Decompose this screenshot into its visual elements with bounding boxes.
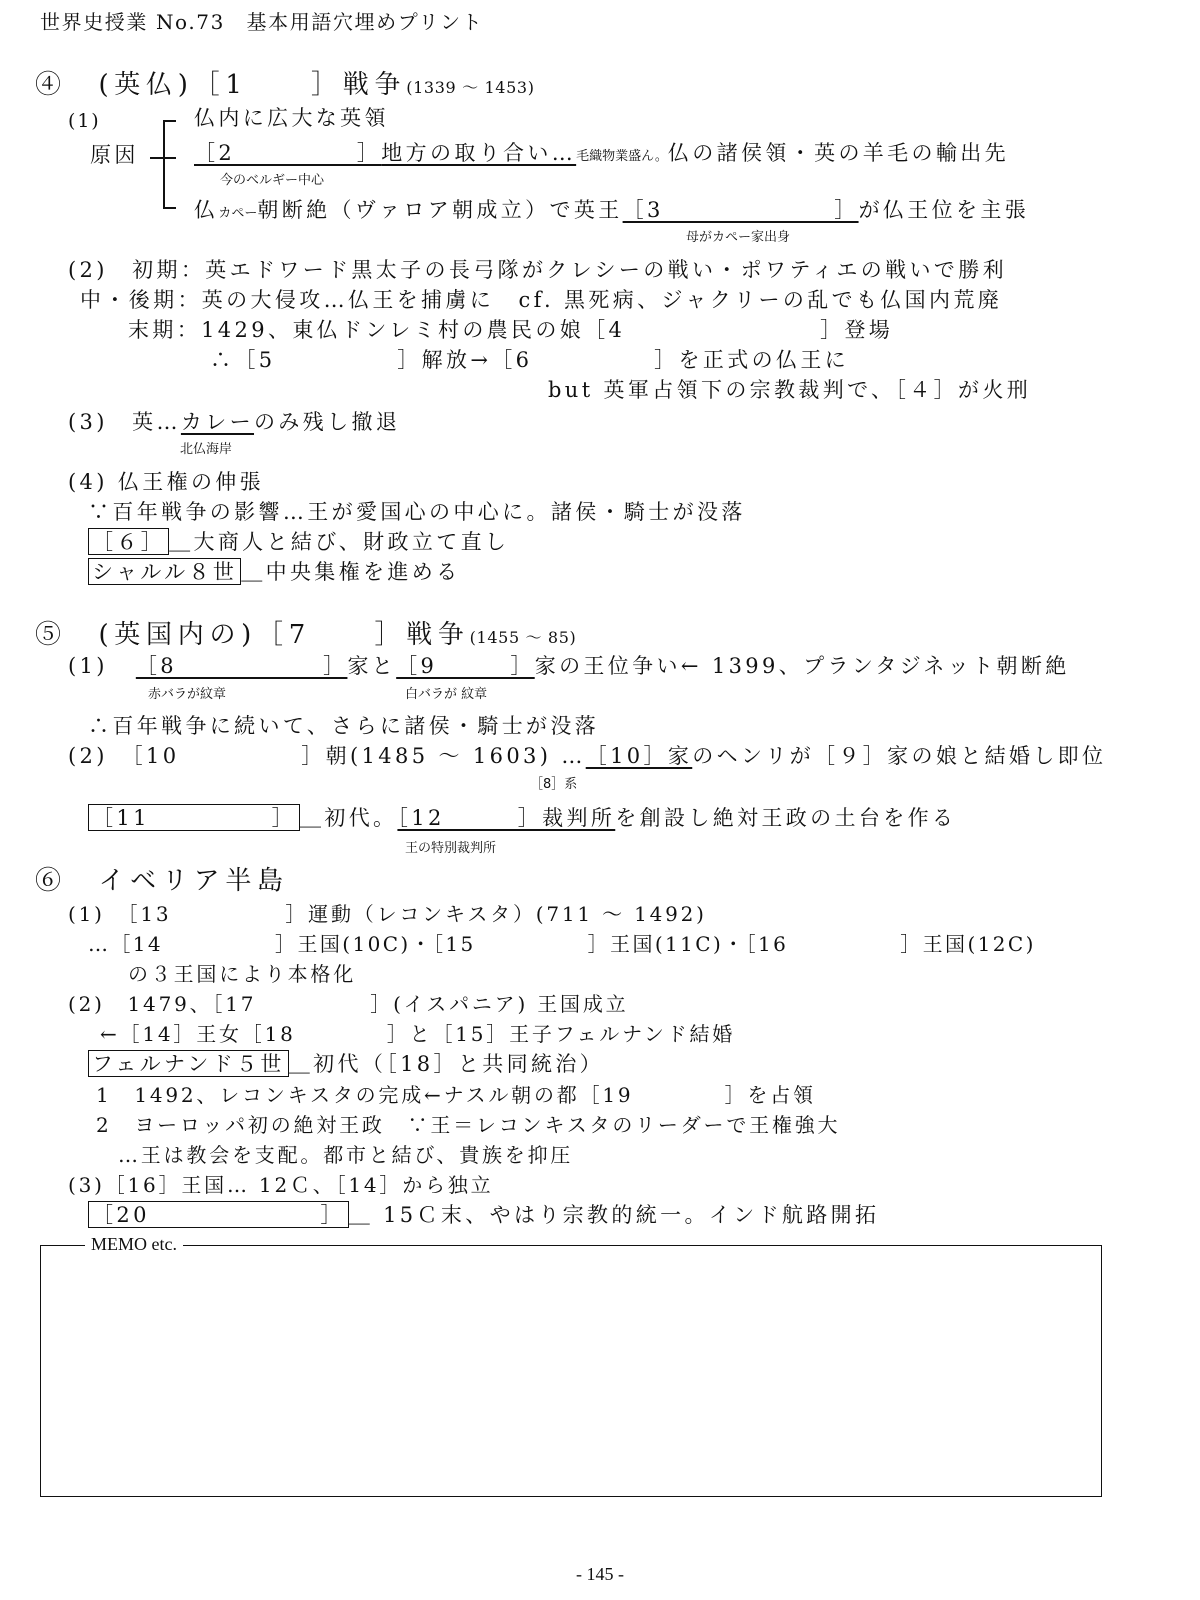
s4-cause-b-tail: 仏の諸侯領・英の羊毛の輸出先 (667, 141, 1009, 165)
s6-three-kingdoms-tail: の３王国により本格化 (128, 962, 356, 986)
section-5-heading (35, 622, 576, 648)
s5-red-rose-annotation: 赤バラが紋章 (148, 687, 227, 702)
s6-portugal: (3)［16］王国… 12Ｃ、［14］から独立 (68, 1173, 494, 1197)
cause-bracket-vertical (163, 120, 165, 208)
section-6-heading: ⑥ イベリア半島 (35, 866, 289, 896)
s5-founder-tail: を創設し絶対王政の土台を作る (615, 806, 957, 830)
page-title: 世界史授業 No.73 基本用語穴埋めプリント (40, 10, 484, 34)
s4-cause-b (194, 143, 1009, 164)
s5-houses-tail: 家の王位争い← 1399、プランタジネット朝断絶 (534, 654, 1070, 678)
s5-tudor-house: ［10］家 (585, 744, 693, 768)
s5-tudor-annotation: ［8］系 (530, 777, 578, 792)
s4-retreat-place: カレー (180, 410, 255, 434)
cause-bracket-bottom (163, 207, 176, 209)
section-4-years: (1339 ～ 1453) (406, 78, 535, 97)
s6-point-1: 1 1492、レコンキスタの完成←ナスル朝の都［19 ］を占領 (96, 1083, 816, 1107)
s5-white-rose-annotation: 白バラが 紋章 (405, 687, 488, 702)
s6-portugal-20-tail: ＿ 15Ｃ末、やはり宗教的統一。インド航路開拓 (348, 1203, 880, 1227)
blank-9: ［9 ］ (396, 654, 535, 678)
section-4-title: ④ (英仏)［1 ］戦争 (35, 70, 407, 100)
s6-point-2-detail: …王は教会を支配。都市と結び、貴族を抑圧 (118, 1143, 574, 1167)
blank-8: ［8 ］ (135, 654, 348, 678)
s5-court-annotation: 王の特別裁判所 (405, 841, 497, 856)
s4-box-charles-tail: ＿中央集権を進める (241, 560, 461, 584)
s6-three-kingdoms: …［14 ］王国(10C)・［15 ］王国(11C)・［16 ］王国(12C) (88, 932, 1036, 956)
s5-box-11: ［11 ］ (88, 804, 300, 831)
s4-royal-power-heading: (4) 仏王権の伸張 (68, 470, 265, 494)
s4-trial: but 英軍占領下の宗教裁判で、［４］が火刑 (548, 378, 1032, 402)
s4-box-6: ［６］ (88, 528, 169, 555)
s5-houses-and: 家と (347, 654, 397, 678)
s4-phase-middle: 中・後期：英の大侵攻…仏王を捕虜に cf. 黒死病、ジャクリーの乱でも仏国内荒廃 (80, 288, 1003, 312)
memo-label: MEMO etc. (85, 1235, 183, 1253)
s6-box-ferdinand: フェルナンド５世 (88, 1050, 289, 1077)
section-4-heading (35, 72, 535, 98)
s4-phase-early: (2) 初期：英エドワード黒太子の長弓隊がクレシーの戦い・ポワティエの戦いで勝利 (68, 258, 1007, 282)
s4-retreat (68, 412, 400, 433)
s4-cause-c-tail: が仏王位を主張 (858, 198, 1030, 222)
s6-ferdinand (88, 1054, 604, 1075)
s4-cause-b-note: 毛織物業盛ん。 (576, 149, 668, 164)
s6-portugal-20 (88, 1205, 879, 1226)
s4-liberation: ∴［5 ］解放→［6 ］を正式の仏王に (210, 348, 850, 372)
s4-cause-c-annotation: 母がカペー家出身 (686, 230, 791, 245)
s5-tudor-tail: のヘンリが［９］家の娘と結婚し即位 (692, 744, 1107, 768)
s4-retreat-annotation: 北仏海岸 (180, 442, 233, 457)
s4-retreat-tail: のみ残し撤退 (254, 410, 401, 434)
section-5-title: ⑤ (英国内の)［7 ］戦争 (35, 620, 470, 650)
s4-cause-label: 原因 (90, 143, 139, 167)
s6-point-2: 2 ヨーロッパ初の絶対王政 ∵王＝レコンキスタのリーダーで王権強大 (96, 1113, 841, 1137)
s4-royal-power-charles (88, 562, 460, 583)
blank-3: ［3 ］ (622, 198, 859, 222)
s5-houses-number: (1) (68, 654, 108, 678)
s6-box-20: ［20 ］ (88, 1201, 349, 1228)
s4-cause-c (194, 200, 1029, 221)
s5-decline: ∴百年戦争に続いて、さらに諸侯・騎士が没落 (88, 714, 600, 738)
page-number: - 145 - (576, 1564, 624, 1584)
cause-bracket-top (163, 120, 176, 122)
s4-box-6-tail: ＿大商人と結び、財政立て直し (169, 530, 510, 554)
section-5-years: (1455 ～ 85) (469, 628, 577, 647)
s4-cause-c-mid: 朝断絶（ヴァロア朝成立）で英王 (257, 198, 623, 222)
s5-founder (88, 808, 956, 829)
s4-retreat-pre: (3) 英… (68, 410, 181, 434)
s5-houses (68, 656, 1070, 677)
s4-phase-late: 末期：1429、東仏ドンレミ村の農民の娘［4 ］登場 (128, 318, 894, 342)
s4-royal-power-6 (88, 532, 509, 553)
s6-reconquista: (1) ［13 ］運動（レコンキスタ）(711 ～ 1492) (68, 902, 707, 926)
memo-box (40, 1245, 1102, 1497)
s4-royal-power-reason: ∵百年戦争の影響…王が愛国心の中心に。諸侯・騎士が没落 (88, 500, 746, 524)
cause-bracket-middle (150, 157, 176, 159)
s4-cause-c-kapet: カペー (218, 206, 258, 221)
s5-tudor (68, 746, 1106, 767)
s5-founder-mid: ＿初代。 (299, 806, 398, 830)
s4-box-charles: シャルル８世 (88, 558, 241, 585)
blank-2: ［2 ］ (194, 141, 382, 165)
s5-tudor-pre: (2) ［10 ］朝(1485 ～ 1603) … (68, 744, 586, 768)
s6-ferdinand-tail: ＿初代（［18］と共同統治） (288, 1052, 605, 1076)
s4-cause-b-annotation: 今のベルギー中心 (220, 173, 325, 188)
s4-cause-a: 仏内に広大な英領 (194, 106, 389, 130)
s6-marriage: ←［14］王女［18 ］と［15］王子フェルナンド結婚 (100, 1022, 736, 1046)
s6-spain-founded: (2) 1479、［17 ］(イスパニア) 王国成立 (68, 992, 629, 1016)
s4-cause-c-pre: 仏 (194, 198, 219, 222)
s4-cause-b-region: 地方の取り合い… (381, 141, 577, 165)
s4-cause-number: (1) (68, 110, 101, 132)
blank-12: ［12 ］裁判所 (397, 806, 616, 830)
